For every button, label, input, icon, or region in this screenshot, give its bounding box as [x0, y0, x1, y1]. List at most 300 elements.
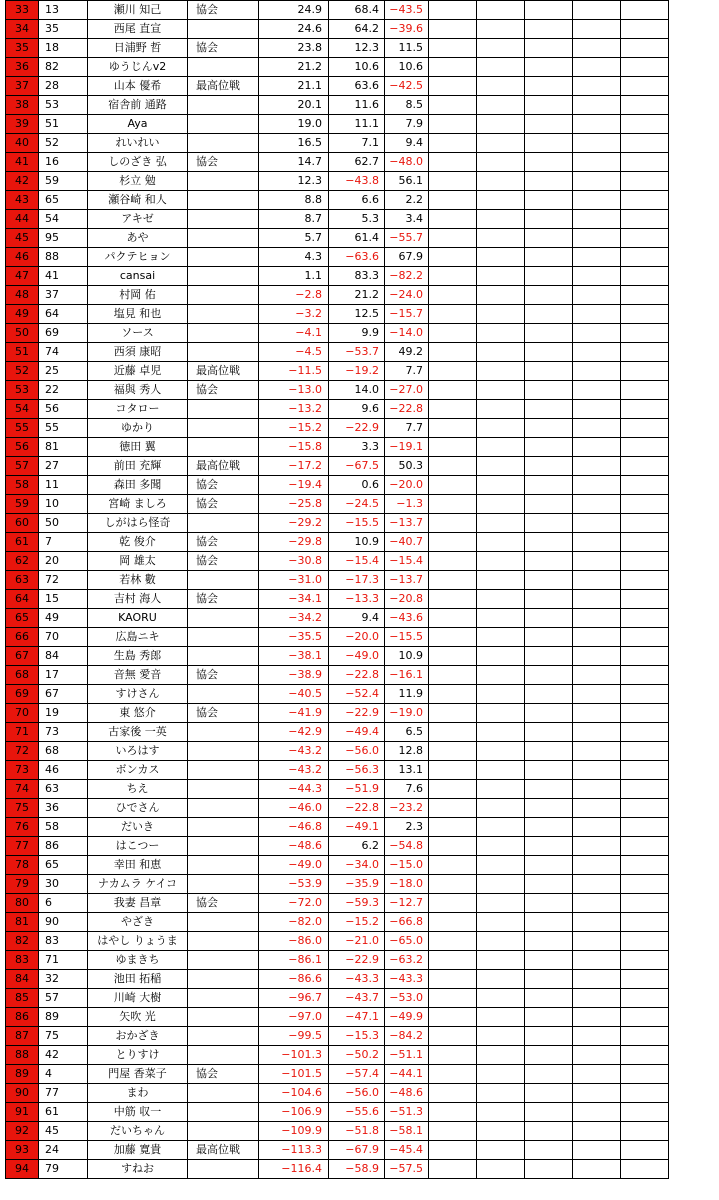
total-score-cell: −104.6: [259, 1084, 329, 1103]
id-cell: 7: [39, 533, 88, 552]
empty-cell: [573, 381, 621, 400]
score-a-cell: −22.9: [329, 704, 385, 723]
score-a-cell: 63.6: [329, 77, 385, 96]
player-name-cell: 福與 秀人: [88, 381, 188, 400]
rank-cell: 60: [6, 514, 39, 533]
organization-cell: [188, 609, 259, 628]
empty-cell: [477, 1103, 525, 1122]
rank-cell: 52: [6, 362, 39, 381]
empty-cell: [429, 609, 477, 628]
score-a-cell: 62.7: [329, 153, 385, 172]
id-cell: 75: [39, 1027, 88, 1046]
empty-cell: [429, 932, 477, 951]
empty-cell: [621, 229, 669, 248]
score-a-cell: −21.0: [329, 932, 385, 951]
empty-cell: [477, 514, 525, 533]
score-b-cell: 3.4: [385, 210, 429, 229]
empty-cell: [429, 761, 477, 780]
empty-cell: [525, 856, 573, 875]
total-score-cell: 21.1: [259, 77, 329, 96]
player-name-cell: すけさん: [88, 685, 188, 704]
table-row: [6, 875, 669, 894]
player-name-cell: 瀬谷崎 和人: [88, 191, 188, 210]
player-name-cell: 矢吹 光: [88, 1008, 188, 1027]
empty-cell: [525, 153, 573, 172]
rank-cell: 65: [6, 609, 39, 628]
empty-cell: [477, 837, 525, 856]
score-b-cell: −12.7: [385, 894, 429, 913]
organization-cell: [188, 1027, 259, 1046]
empty-cell: [525, 818, 573, 837]
id-cell: 57: [39, 989, 88, 1008]
empty-cell: [621, 419, 669, 438]
organization-cell: [188, 305, 259, 324]
empty-cell: [525, 229, 573, 248]
empty-cell: [573, 514, 621, 533]
rank-cell: 57: [6, 457, 39, 476]
score-a-cell: 61.4: [329, 229, 385, 248]
rank-cell: 37: [6, 77, 39, 96]
score-b-cell: −15.5: [385, 628, 429, 647]
total-score-cell: −2.8: [259, 286, 329, 305]
score-a-cell: −15.4: [329, 552, 385, 571]
table-row: [6, 1065, 669, 1084]
score-b-cell: −51.1: [385, 1046, 429, 1065]
table-row: [6, 609, 669, 628]
empty-cell: [477, 723, 525, 742]
rank-cell: 53: [6, 381, 39, 400]
score-b-cell: −66.8: [385, 913, 429, 932]
player-name-cell: あや: [88, 229, 188, 248]
empty-cell: [525, 932, 573, 951]
id-cell: 77: [39, 1084, 88, 1103]
id-cell: 6: [39, 894, 88, 913]
table-row: [6, 495, 669, 514]
score-b-cell: 49.2: [385, 343, 429, 362]
empty-cell: [573, 989, 621, 1008]
empty-cell: [525, 324, 573, 343]
id-cell: 46: [39, 761, 88, 780]
score-a-cell: −67.9: [329, 1141, 385, 1160]
rank-cell: 72: [6, 742, 39, 761]
total-score-cell: 5.7: [259, 229, 329, 248]
table-row: [6, 400, 669, 419]
total-score-cell: 12.3: [259, 172, 329, 191]
score-a-cell: −49.1: [329, 818, 385, 837]
empty-cell: [429, 742, 477, 761]
rank-cell: 50: [6, 324, 39, 343]
score-a-cell: −58.9: [329, 1160, 385, 1179]
empty-cell: [477, 818, 525, 837]
score-a-cell: 12.3: [329, 39, 385, 58]
rank-cell: 66: [6, 628, 39, 647]
empty-cell: [621, 172, 669, 191]
table-row: [6, 77, 669, 96]
total-score-cell: 8.8: [259, 191, 329, 210]
empty-cell: [429, 723, 477, 742]
empty-cell: [525, 210, 573, 229]
table-row: [6, 628, 669, 647]
score-a-cell: −20.0: [329, 628, 385, 647]
score-a-cell: 3.3: [329, 438, 385, 457]
score-b-cell: 9.4: [385, 134, 429, 153]
score-b-cell: 13.1: [385, 761, 429, 780]
empty-cell: [621, 989, 669, 1008]
organization-cell: [188, 1008, 259, 1027]
player-name-cell: cansai: [88, 267, 188, 286]
empty-cell: [477, 913, 525, 932]
score-b-cell: −15.7: [385, 305, 429, 324]
rank-cell: 94: [6, 1160, 39, 1179]
total-score-cell: −72.0: [259, 894, 329, 913]
organization-cell: [188, 20, 259, 39]
score-a-cell: −22.9: [329, 419, 385, 438]
organization-cell: [188, 248, 259, 267]
empty-cell: [429, 1103, 477, 1122]
player-name-cell: 東 悠介: [88, 704, 188, 723]
organization-cell: [188, 400, 259, 419]
empty-cell: [429, 989, 477, 1008]
empty-cell: [573, 913, 621, 932]
empty-cell: [429, 286, 477, 305]
empty-cell: [429, 229, 477, 248]
empty-cell: [573, 894, 621, 913]
organization-cell: 協会: [188, 1, 259, 20]
empty-cell: [573, 590, 621, 609]
empty-cell: [573, 932, 621, 951]
empty-cell: [621, 1122, 669, 1141]
player-name-cell: しがはら怪奇: [88, 514, 188, 533]
empty-cell: [429, 381, 477, 400]
empty-cell: [429, 419, 477, 438]
organization-cell: [188, 1160, 259, 1179]
empty-cell: [477, 647, 525, 666]
score-a-cell: −56.0: [329, 742, 385, 761]
table-row: [6, 552, 669, 571]
empty-cell: [429, 1084, 477, 1103]
table-row: [6, 1084, 669, 1103]
id-cell: 61: [39, 1103, 88, 1122]
total-score-cell: 20.1: [259, 96, 329, 115]
organization-cell: 協会: [188, 704, 259, 723]
empty-cell: [525, 552, 573, 571]
empty-cell: [525, 343, 573, 362]
empty-cell: [573, 210, 621, 229]
table-row: [6, 172, 669, 191]
player-name-cell: とりすけ: [88, 1046, 188, 1065]
id-cell: 20: [39, 552, 88, 571]
player-name-cell: 西須 康昭: [88, 343, 188, 362]
rank-cell: 85: [6, 989, 39, 1008]
rank-cell: 47: [6, 267, 39, 286]
empty-cell: [477, 248, 525, 267]
table-row: [6, 514, 669, 533]
empty-cell: [525, 894, 573, 913]
empty-cell: [429, 1065, 477, 1084]
score-a-cell: −43.8: [329, 172, 385, 191]
id-cell: 65: [39, 191, 88, 210]
id-cell: 74: [39, 343, 88, 362]
rank-cell: 39: [6, 115, 39, 134]
empty-cell: [573, 951, 621, 970]
rank-cell: 73: [6, 761, 39, 780]
empty-cell: [621, 1008, 669, 1027]
player-name-cell: やざき: [88, 913, 188, 932]
total-score-cell: −42.9: [259, 723, 329, 742]
empty-cell: [621, 1, 669, 20]
score-b-cell: 56.1: [385, 172, 429, 191]
empty-cell: [621, 1046, 669, 1065]
rank-cell: 83: [6, 951, 39, 970]
total-score-cell: −99.5: [259, 1027, 329, 1046]
organization-cell: [188, 229, 259, 248]
table-row: [6, 799, 669, 818]
empty-cell: [621, 1103, 669, 1122]
organization-cell: 協会: [188, 533, 259, 552]
rank-cell: 61: [6, 533, 39, 552]
score-b-cell: −54.8: [385, 837, 429, 856]
empty-cell: [477, 324, 525, 343]
empty-cell: [621, 856, 669, 875]
score-b-cell: −24.0: [385, 286, 429, 305]
organization-cell: [188, 267, 259, 286]
rank-cell: 42: [6, 172, 39, 191]
table-row: [6, 932, 669, 951]
empty-cell: [621, 894, 669, 913]
empty-cell: [621, 932, 669, 951]
empty-cell: [621, 552, 669, 571]
score-b-cell: −39.6: [385, 20, 429, 39]
empty-cell: [429, 647, 477, 666]
score-b-cell: −84.2: [385, 1027, 429, 1046]
organization-cell: [188, 647, 259, 666]
empty-cell: [477, 666, 525, 685]
empty-cell: [621, 666, 669, 685]
organization-cell: [188, 628, 259, 647]
score-b-cell: −48.0: [385, 153, 429, 172]
id-cell: 36: [39, 799, 88, 818]
empty-cell: [621, 875, 669, 894]
empty-cell: [477, 210, 525, 229]
empty-cell: [525, 704, 573, 723]
player-name-cell: 徳田 翼: [88, 438, 188, 457]
empty-cell: [477, 1122, 525, 1141]
empty-cell: [429, 704, 477, 723]
id-cell: 86: [39, 837, 88, 856]
empty-cell: [621, 590, 669, 609]
empty-cell: [525, 1141, 573, 1160]
empty-cell: [525, 1122, 573, 1141]
empty-cell: [429, 780, 477, 799]
rank-cell: 62: [6, 552, 39, 571]
total-score-cell: −4.1: [259, 324, 329, 343]
score-b-cell: −51.3: [385, 1103, 429, 1122]
score-a-cell: 5.3: [329, 210, 385, 229]
organization-cell: [188, 742, 259, 761]
empty-cell: [621, 647, 669, 666]
empty-cell: [477, 875, 525, 894]
empty-cell: [477, 951, 525, 970]
table-row: [6, 419, 669, 438]
score-b-cell: −53.0: [385, 989, 429, 1008]
score-b-cell: −43.6: [385, 609, 429, 628]
organization-cell: [188, 438, 259, 457]
id-cell: 58: [39, 818, 88, 837]
id-cell: 25: [39, 362, 88, 381]
player-name-cell: ゆうじんv2: [88, 58, 188, 77]
table-row: [6, 286, 669, 305]
player-name-cell: 乾 俊介: [88, 533, 188, 552]
total-score-cell: 1.1: [259, 267, 329, 286]
empty-cell: [429, 495, 477, 514]
score-a-cell: 11.6: [329, 96, 385, 115]
empty-cell: [429, 39, 477, 58]
empty-cell: [525, 913, 573, 932]
score-a-cell: 11.1: [329, 115, 385, 134]
rank-cell: 76: [6, 818, 39, 837]
score-b-cell: −19.1: [385, 438, 429, 457]
empty-cell: [573, 609, 621, 628]
table-row: [6, 742, 669, 761]
table-row: [6, 267, 669, 286]
id-cell: 71: [39, 951, 88, 970]
table-row: [6, 58, 669, 77]
empty-cell: [429, 1008, 477, 1027]
score-a-cell: −49.0: [329, 647, 385, 666]
player-name-cell: 杉立 勉: [88, 172, 188, 191]
organization-cell: 協会: [188, 894, 259, 913]
rank-cell: 88: [6, 1046, 39, 1065]
empty-cell: [573, 400, 621, 419]
rank-cell: 78: [6, 856, 39, 875]
empty-cell: [477, 267, 525, 286]
rank-cell: 90: [6, 1084, 39, 1103]
total-score-cell: −46.8: [259, 818, 329, 837]
empty-cell: [573, 685, 621, 704]
player-name-cell: 森田 多聞: [88, 476, 188, 495]
empty-cell: [429, 191, 477, 210]
table-row: [6, 1122, 669, 1141]
score-b-cell: 11.5: [385, 39, 429, 58]
player-name-cell: しのざき 弘: [88, 153, 188, 172]
empty-cell: [525, 1103, 573, 1122]
empty-cell: [525, 172, 573, 191]
player-name-cell: 広島ニキ: [88, 628, 188, 647]
total-score-cell: −3.2: [259, 305, 329, 324]
player-name-cell: 加藤 寛貴: [88, 1141, 188, 1160]
rank-cell: 46: [6, 248, 39, 267]
player-name-cell: ひでさん: [88, 799, 188, 818]
player-name-cell: れいれい: [88, 134, 188, 153]
empty-cell: [525, 742, 573, 761]
table-row: [6, 381, 669, 400]
id-cell: 51: [39, 115, 88, 134]
empty-cell: [621, 1160, 669, 1179]
rank-cell: 36: [6, 58, 39, 77]
empty-cell: [525, 457, 573, 476]
id-cell: 59: [39, 172, 88, 191]
rank-cell: 81: [6, 913, 39, 932]
empty-cell: [621, 571, 669, 590]
score-b-cell: −57.5: [385, 1160, 429, 1179]
empty-cell: [477, 20, 525, 39]
score-a-cell: −17.3: [329, 571, 385, 590]
empty-cell: [621, 248, 669, 267]
rank-cell: 58: [6, 476, 39, 495]
id-cell: 70: [39, 628, 88, 647]
empty-cell: [525, 761, 573, 780]
table-row: [6, 115, 669, 134]
table-row: [6, 1008, 669, 1027]
score-a-cell: −56.3: [329, 761, 385, 780]
total-score-cell: −43.2: [259, 742, 329, 761]
table-row: [6, 818, 669, 837]
total-score-cell: −38.1: [259, 647, 329, 666]
total-score-cell: 19.0: [259, 115, 329, 134]
empty-cell: [477, 533, 525, 552]
empty-cell: [525, 419, 573, 438]
total-score-cell: 24.6: [259, 20, 329, 39]
id-cell: 50: [39, 514, 88, 533]
organization-cell: 協会: [188, 552, 259, 571]
empty-cell: [429, 476, 477, 495]
empty-cell: [525, 134, 573, 153]
total-score-cell: −101.3: [259, 1046, 329, 1065]
score-b-cell: −45.4: [385, 1141, 429, 1160]
organization-cell: [188, 210, 259, 229]
empty-cell: [573, 267, 621, 286]
organization-cell: [188, 514, 259, 533]
empty-cell: [477, 400, 525, 419]
rank-cell: 35: [6, 39, 39, 58]
empty-cell: [621, 1141, 669, 1160]
empty-cell: [525, 77, 573, 96]
empty-cell: [477, 1027, 525, 1046]
total-score-cell: −116.4: [259, 1160, 329, 1179]
organization-cell: [188, 685, 259, 704]
empty-cell: [429, 590, 477, 609]
empty-cell: [477, 286, 525, 305]
rank-cell: 40: [6, 134, 39, 153]
empty-cell: [621, 970, 669, 989]
score-b-cell: −27.0: [385, 381, 429, 400]
player-name-cell: コタロー: [88, 400, 188, 419]
score-b-cell: −55.7: [385, 229, 429, 248]
empty-cell: [525, 1065, 573, 1084]
empty-cell: [429, 1160, 477, 1179]
total-score-cell: −49.0: [259, 856, 329, 875]
empty-cell: [621, 362, 669, 381]
organization-cell: 協会: [188, 381, 259, 400]
rank-cell: 93: [6, 1141, 39, 1160]
total-score-cell: −25.8: [259, 495, 329, 514]
id-cell: 24: [39, 1141, 88, 1160]
organization-cell: [188, 761, 259, 780]
empty-cell: [429, 799, 477, 818]
score-a-cell: −55.6: [329, 1103, 385, 1122]
id-cell: 53: [39, 96, 88, 115]
empty-cell: [573, 419, 621, 438]
score-a-cell: −34.0: [329, 856, 385, 875]
empty-cell: [621, 267, 669, 286]
player-name-cell: 若林 數: [88, 571, 188, 590]
table-row: [6, 913, 669, 932]
score-a-cell: 9.6: [329, 400, 385, 419]
empty-cell: [573, 742, 621, 761]
empty-cell: [621, 723, 669, 742]
empty-cell: [573, 875, 621, 894]
player-name-cell: ソース: [88, 324, 188, 343]
